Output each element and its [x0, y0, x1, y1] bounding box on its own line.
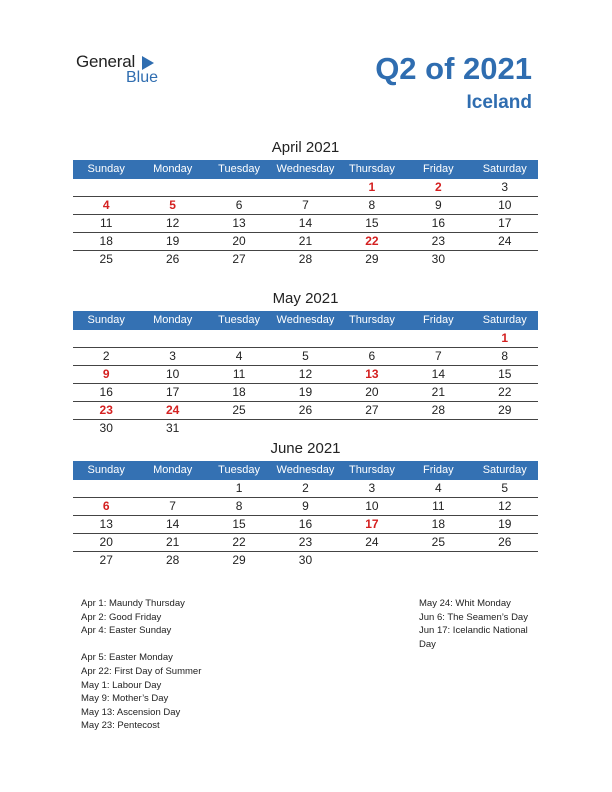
week-row — [73, 348, 538, 366]
day-cell: 2 — [302, 481, 309, 495]
day-cell: 16 — [431, 216, 445, 230]
day-cell: 21 — [298, 234, 313, 248]
day-cell: 24 — [165, 403, 180, 417]
holiday-note: Apr 1: Maundy Thursday — [81, 598, 185, 609]
day-cell — [206, 330, 272, 347]
day-cell: 27 — [232, 252, 246, 266]
day-cell: 8 — [235, 499, 243, 513]
day-cell — [405, 330, 471, 347]
weekday-header — [73, 160, 538, 179]
week-row — [73, 402, 538, 420]
day-cell: 14 — [431, 367, 445, 381]
day-cell: 25 — [431, 535, 445, 549]
holiday-note: Apr 5: Easter Monday — [81, 652, 173, 664]
day-cell: 27 — [365, 403, 379, 417]
holiday-notes-right — [419, 597, 528, 651]
week-row — [73, 233, 538, 251]
day-cell: 31 — [165, 421, 180, 435]
holiday-note: Apr 4: Easter Sunday — [81, 625, 172, 637]
day-cell: 10 — [365, 499, 379, 513]
week-row — [73, 215, 538, 233]
weekday-label: Sunday — [87, 163, 125, 175]
day-cell — [272, 330, 338, 347]
weekday-label: Monday — [153, 464, 193, 476]
day-cell: 2 — [434, 180, 442, 194]
day-cell: 8 — [368, 198, 376, 212]
day-cell: 4 — [235, 349, 243, 363]
day-cell: 13 — [232, 216, 246, 230]
week-row — [73, 384, 538, 402]
day-cell: 13 — [365, 367, 379, 381]
day-cell: 12 — [498, 499, 512, 513]
day-cell: 13 — [99, 517, 113, 531]
week-row — [73, 366, 538, 384]
day-cell — [405, 420, 471, 437]
day-cell: 2 — [102, 349, 110, 363]
weekday-label: Monday — [153, 163, 193, 175]
day-cell: 30 — [99, 421, 113, 435]
week-row — [73, 197, 538, 215]
day-cell: 4 — [434, 481, 442, 495]
day-cell: 6 — [368, 349, 376, 363]
weekday-label: Thursday — [348, 314, 395, 326]
day-cell: 5 — [501, 481, 509, 495]
day-cell: 9 — [434, 198, 442, 212]
day-cell: 21 — [165, 535, 180, 549]
weekday-label: Wednesday — [276, 464, 335, 476]
day-cell: 7 — [302, 198, 309, 212]
day-cell — [272, 420, 338, 437]
weekday-label: Friday — [423, 314, 454, 326]
week-row — [73, 552, 538, 569]
day-cell — [339, 330, 405, 347]
holiday-notes-left — [81, 597, 201, 733]
day-cell — [472, 420, 538, 437]
week-row — [73, 420, 538, 437]
day-cell: 1 — [501, 331, 509, 345]
holiday-note: May 1: Labour Day — [81, 679, 162, 691]
day-cell: 3 — [169, 349, 176, 363]
day-cell — [206, 420, 272, 437]
week-row — [73, 498, 538, 516]
day-cell: 14 — [298, 216, 313, 230]
month-title: May 2021 — [272, 290, 339, 307]
day-cell: 6 — [235, 198, 243, 212]
day-cell — [206, 179, 272, 196]
weekday-label: Thursday — [348, 163, 395, 175]
month-title: April 2021 — [271, 139, 340, 156]
week-row — [73, 330, 538, 348]
day-cell: 26 — [498, 535, 512, 549]
weekday-label: Saturday — [482, 163, 527, 175]
day-cell — [472, 251, 538, 268]
day-cell: 29 — [365, 252, 379, 266]
month-may — [73, 289, 538, 437]
day-cell: 20 — [365, 385, 379, 399]
brand-logo — [76, 52, 176, 92]
day-cell: 1 — [235, 481, 243, 495]
day-cell: 29 — [232, 553, 246, 567]
month-june — [73, 439, 538, 569]
day-cell — [405, 552, 471, 569]
holiday-note: May 24: Whit Monday — [419, 598, 511, 609]
day-cell: 23 — [298, 535, 313, 549]
day-cell: 15 — [232, 517, 246, 531]
day-cell: 24 — [365, 535, 379, 549]
weekday-label: Tuesday — [218, 163, 260, 175]
day-cell: 1 — [368, 180, 376, 194]
day-cell: 17 — [365, 517, 379, 531]
day-cell: 7 — [434, 349, 442, 363]
week-row — [73, 534, 538, 552]
logo-text-general: General — [76, 52, 136, 71]
week-row — [73, 251, 538, 268]
day-cell: 11 — [232, 367, 246, 381]
day-cell: 23 — [431, 234, 445, 248]
weekday-label: Friday — [423, 163, 454, 175]
week-row — [73, 516, 538, 534]
holiday-note: Apr 22: First Day of Summer — [81, 665, 202, 677]
day-cell: 11 — [432, 499, 445, 513]
weekday-label: Tuesday — [218, 464, 260, 476]
holiday-note: May 13: Ascension Day — [81, 706, 181, 718]
day-cell: 15 — [498, 367, 512, 381]
day-cell: 4 — [102, 198, 110, 212]
weekday-header — [73, 461, 538, 480]
day-cell: 18 — [232, 385, 246, 399]
country-name: Iceland — [466, 92, 532, 113]
day-cell: 17 — [498, 216, 512, 230]
weekday-label: Wednesday — [276, 163, 335, 175]
day-cell: 19 — [498, 517, 512, 531]
holiday-note: May 23: Pentecost — [81, 720, 160, 732]
holiday-note: Day — [419, 638, 436, 650]
weekday-label: Sunday — [87, 314, 125, 326]
month-title: June 2021 — [270, 440, 341, 457]
day-cell: 21 — [431, 385, 445, 399]
day-cell: 23 — [99, 403, 113, 417]
month-april — [73, 138, 538, 268]
day-cell: 5 — [169, 198, 176, 212]
day-cell: 11 — [99, 216, 113, 230]
day-cell: 26 — [298, 403, 313, 417]
day-cell: 18 — [99, 234, 113, 248]
day-cell: 9 — [302, 499, 309, 513]
day-cell — [73, 480, 139, 497]
day-cell: 22 — [498, 385, 512, 399]
day-cell — [139, 480, 205, 497]
weekday-label: Monday — [153, 314, 193, 326]
day-cell: 7 — [169, 499, 176, 513]
day-cell: 12 — [298, 367, 313, 381]
day-cell: 30 — [431, 252, 445, 266]
holiday-note: Jun 17: Icelandic National — [419, 625, 528, 637]
weekday-label: Sunday — [87, 464, 125, 476]
day-cell: 3 — [501, 180, 509, 194]
day-cell: 19 — [298, 385, 313, 399]
page-title: Q2 of 2021 — [375, 51, 532, 86]
weekday-label: Tuesday — [218, 314, 260, 326]
holiday-note: Apr 2: Good Friday — [81, 611, 162, 623]
day-cell: 28 — [165, 553, 180, 567]
weekday-label: Wednesday — [276, 314, 335, 326]
week-row — [73, 179, 538, 197]
weekday-label: Friday — [423, 464, 454, 476]
day-cell: 17 — [165, 385, 180, 399]
day-cell: 30 — [298, 553, 313, 567]
day-cell: 28 — [298, 252, 313, 266]
holiday-note: Jun 6: The Seamen’s Day — [419, 611, 528, 623]
day-cell: 28 — [431, 403, 445, 417]
weekday-label: Thursday — [348, 464, 395, 476]
day-cell: 27 — [99, 553, 113, 567]
day-cell: 18 — [431, 517, 445, 531]
holiday-note: May 9: Mother’s Day — [81, 693, 169, 705]
day-cell — [272, 179, 338, 196]
day-cell — [339, 552, 405, 569]
day-cell — [472, 552, 538, 569]
day-cell: 6 — [102, 499, 110, 513]
day-cell: 24 — [498, 234, 512, 248]
logo-text-blue: Blue — [126, 69, 159, 86]
day-cell: 10 — [165, 367, 180, 381]
day-cell — [139, 330, 205, 347]
week-row — [73, 480, 538, 498]
day-cell: 26 — [165, 252, 180, 266]
day-cell: 25 — [99, 252, 113, 266]
day-cell: 20 — [232, 234, 246, 248]
day-cell: 8 — [501, 349, 509, 363]
day-cell — [73, 179, 139, 196]
day-cell: 22 — [232, 535, 246, 549]
day-cell: 22 — [365, 234, 379, 248]
day-cell: 19 — [165, 234, 180, 248]
day-cell: 5 — [302, 349, 309, 363]
weekday-label: Saturday — [482, 314, 527, 326]
day-cell — [73, 330, 139, 347]
day-cell: 10 — [498, 198, 512, 212]
weekday-label: Saturday — [482, 464, 527, 476]
day-cell — [139, 179, 205, 196]
day-cell: 16 — [99, 385, 113, 399]
day-cell — [339, 420, 405, 437]
day-cell: 29 — [498, 403, 512, 417]
day-cell: 12 — [165, 216, 180, 230]
day-cell: 15 — [365, 216, 379, 230]
day-cell: 14 — [165, 517, 180, 531]
day-cell: 9 — [102, 367, 110, 381]
day-cell: 16 — [298, 517, 313, 531]
weekday-header — [73, 311, 538, 330]
logo-triangle-icon — [142, 56, 154, 70]
day-cell: 20 — [99, 535, 113, 549]
day-cell: 25 — [232, 403, 246, 417]
day-cell: 3 — [368, 481, 376, 495]
